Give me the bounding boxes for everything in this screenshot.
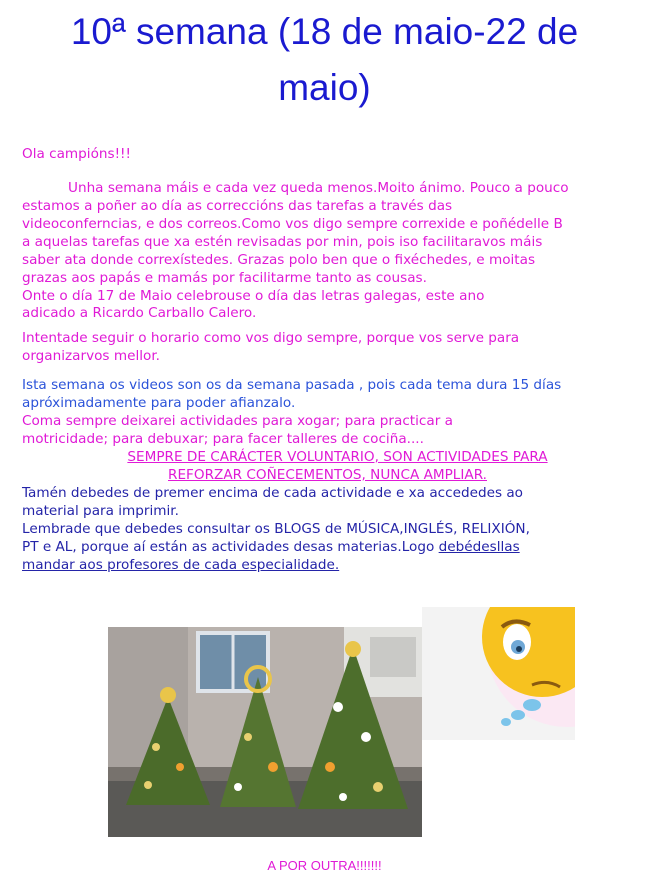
paragraph-line: a aquelas tarefas que xa estén revisadas por min, pois iso facilitaravos máis bbox=[22, 234, 543, 250]
paragraph-line: material para imprimir. bbox=[22, 503, 179, 519]
greeting: Ola campións!!! bbox=[22, 146, 131, 162]
paragraph-line: Tamén debedes de premer encima de cada actividade e xa accededes ao bbox=[22, 485, 523, 501]
paragraph-line: apróximadamente para poder afianzalo. bbox=[22, 395, 296, 411]
thinking-smiley-image bbox=[422, 607, 575, 740]
paragraph-line: motricidade; para debuxar; para facer talleres de cociña.... bbox=[22, 431, 424, 447]
paragraph-line: Intentade seguir o horario como vos digo sempre, porque vos serve para bbox=[22, 330, 520, 346]
footer-cheer: A POR OUTRA!!!!!!! bbox=[267, 858, 382, 873]
paragraph-line: adicado a Ricardo Carballo Calero. bbox=[22, 305, 257, 321]
paragraph-line: videoconferncias, e dos correos.Como vos digo sempre correxide e poñédelle B bbox=[22, 216, 563, 232]
send-teachers-link[interactable]: mandar aos profesores de cada especialidade. bbox=[22, 557, 340, 573]
page-title-line2: maio) bbox=[278, 67, 371, 108]
paragraph-line: Lembrade que debedes consultar os BLOGS de MÚSICA,INGLÉS, RELIXIÓN, bbox=[22, 521, 530, 537]
notice-line: REFORZAR COÑECEMENTOS, NUNCA AMPLIAR. bbox=[168, 467, 487, 483]
paragraph-text: PT e AL, porque aí están as actividades desas materias.Logo bbox=[22, 539, 439, 555]
paragraph-line: Unha semana máis e cada vez queda menos.Moito ánimo. Pouco a pouco bbox=[68, 180, 569, 196]
paragraph-line: Onte o día 17 de Maio celebrouse o día das letras galegas, este ano bbox=[22, 288, 485, 304]
page-title bbox=[0, 6, 649, 114]
paragraph-line: organizarvos mellor. bbox=[22, 348, 160, 364]
paragraph-line: Coma sempre deixarei actividades para xogar; para practicar a bbox=[22, 413, 453, 429]
paragraph-line bbox=[22, 538, 520, 556]
paragraph-line: grazas aos papás e mamás por facilitarme tanto as cousas. bbox=[22, 270, 427, 286]
paragraph-line: saber ata donde correxístedes. Grazas polo ben que o fixéchedes, e moitas bbox=[22, 252, 536, 268]
notice-line: SEMPRE DE CARÁCTER VOLUNTARIO, SON ACTIVIDADES PARA bbox=[127, 449, 548, 465]
letras-galegas-photo bbox=[108, 627, 422, 837]
paragraph-line: estamos a poñer ao día as correccións das tarefas a través das bbox=[22, 198, 453, 214]
page-title-line1: 10ª semana (18 de maio-22 de bbox=[70, 11, 579, 52]
paragraph-line: Ista semana os videos son os da semana pasada , pois cada tema dura 15 días bbox=[22, 377, 562, 393]
send-link[interactable]: debédesllas bbox=[438, 539, 520, 555]
